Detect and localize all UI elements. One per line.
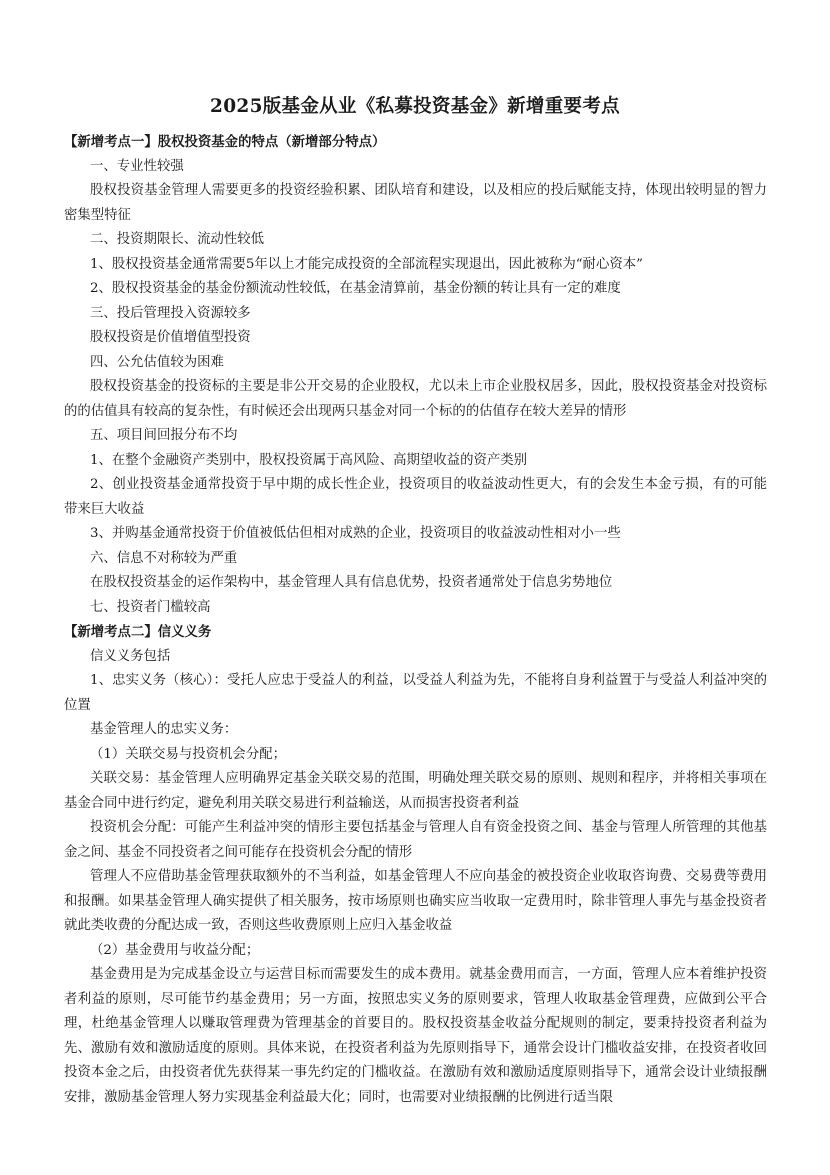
paragraph: 投资机会分配：可能产生利益冲突的情形主要包括基金与管理人自有资金投资之间、基金与管理人所管理的其他基金之间、基金不同投资者之间可能存在投资机会分配的情形 [64,820,767,860]
paragraph: 信义义务包括 [90,648,171,664]
section-heading-2: 【新增考点二】信义义务 [64,624,212,640]
paragraph: 股权投资是价值增值型投资 [90,330,251,345]
subheading-long-term: 二、投资期限长、流动性较低 [90,232,265,247]
paragraph: 1、在整个金融资产类别中，股权投资属于高风险、高期望收益的资产类别 [90,452,528,468]
paragraph: 1、股权投资基金通常需要5年以上才能完成投资的全部流程实现退出，因此被称为“耐心资本” [90,256,643,272]
paragraph: 股权投资基金的投资标的主要是非公开交易的企业股权，尤以未上市企业股权居多，因此，股权投资基金对投资标的的估值具有较高的复杂性，有时候还会出现两只基金对同一个标的的估值存在较大差异的情形 [64,379,767,419]
paragraph: 在股权投资基金的运作架构中，基金管理人具有信息优势，投资者通常处于信息劣势地位 [90,575,613,590]
paragraph: 管理人不应借助基金管理获取额外的不当利益，如基金管理人不应向基金的被投资企业收取咨询费、交易费等费用和报酬。如果基金管理人确实提供了相关服务，按市场原则也确实应当收取一定费用时，除非管理人事先与基金投资者就此类收费的分配达成一致，否则这些收费原则上应归入基金收益 [64,869,767,933]
paragraph: 3、并购基金通常投资于价值被低估但相对成熟的企业，投资项目的收益波动性相对小一些 [90,526,621,541]
paragraph: 2、创业投资基金通常投资于早中期的成长性企业，投资项目的收益波动性更大，有的会发生本金亏损，有的可能带来巨大收益 [64,477,767,517]
subheading-information-asymmetry: 六、信息不对称较为严重 [90,550,238,566]
subheading-return-distribution: 五、项目间回报分布不均 [90,428,238,443]
paragraph: 关联交易：基金管理人应明确界定基金关联交易的范围，明确处理关联交易的原则、规则和程序，并将相关事项在基金合同中进行约定，避免利用关联交易进行利益输送，从而损害投资者利益 [64,771,767,811]
document-title: 2025版基金从业《私募投资基金》新增重要考点 [210,96,620,117]
paragraph: 股权投资基金管理人需要更多的投资经验积累、团队培育和建设，以及相应的投后赋能支持，体现出较明显的智力密集型特征 [64,183,767,223]
subheading-fair-valuation: 四、公允估值较为困难 [90,354,224,370]
subheading-fees-and-distribution: （2）基金费用与收益分配； [90,942,260,958]
paragraph: 基金费用是为完成基金设立与运营目标而需要发生的成本费用。就基金费用而言，一方面，管理人应本着维护投资者利益的原则，尽可能节约基金费用；另一方面，按照忠实义务的原则要求，管理人收取基金管理费，应做到公平合理，杜绝基金管理人以赚取管理费为管理基金的首要目的。股权投资基金收益分配规则的制定，要秉持投资者利益为先、激励有效和激励适度的原则。具体来说，在投资者利益为先原则指导下，通常会设计门槛收益安排，在投资者收回投资本金之后，由投资者优先获得某一事先约定的门槛收益。在激励有效和激励适度原则指导下，通常会设计业绩报酬安排，激励基金管理人努力实现基金利益最大化；同时，也需要对业绩报酬的比例进行适当限 [64,967,767,1105]
subheading-investor-threshold: 七、投资者门槛较高 [90,599,211,615]
subheading-post-investment: 三、投后管理投入资源较多 [90,305,251,321]
paragraph: 基金管理人的忠实义务： [90,722,238,737]
subheading-professional: 一、专业性较强 [90,158,184,174]
document-body [64,130,767,1110]
section-heading-1: 【新增考点一】股权投资基金的特点（新增部分特点） [64,134,386,150]
paragraph: 2、股权投资基金的基金份额流动性较低，在基金清算前，基金份额的转让具有一定的难度 [90,281,621,296]
paragraph: 1、忠实义务（核心）：受托人应忠于受益人的利益，以受益人利益为先，不能将自身利益置于与受益人利益冲突的位置 [64,673,767,713]
subheading-related-transactions: （1）关联交易与投资机会分配； [90,746,286,762]
